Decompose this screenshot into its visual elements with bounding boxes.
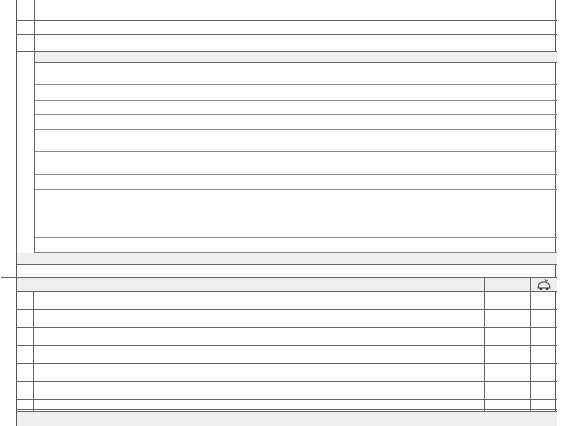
check-result xyxy=(485,292,531,309)
removable-parts xyxy=(35,238,557,253)
row-number xyxy=(17,396,34,411)
row-number xyxy=(17,292,34,309)
row-number xyxy=(17,0,35,20)
check-label xyxy=(34,364,485,381)
check-result xyxy=(485,396,531,411)
row-36 xyxy=(17,0,557,21)
check-label xyxy=(34,310,485,327)
inspection-sheet xyxy=(16,0,556,426)
result-header xyxy=(485,278,531,291)
aori-assist xyxy=(35,175,557,190)
check-row-43 xyxy=(17,346,557,364)
row-number xyxy=(17,364,34,381)
check-label xyxy=(34,396,485,411)
row-number xyxy=(17,35,35,51)
row-37 xyxy=(17,21,557,35)
check-label xyxy=(34,292,485,309)
check-row-41 xyxy=(17,310,557,328)
upper-inspection-note xyxy=(1,265,557,278)
check-result xyxy=(485,346,531,363)
section-title xyxy=(17,278,485,291)
maker-serial-block xyxy=(35,63,557,85)
hooks-block xyxy=(35,152,557,175)
row-number xyxy=(17,310,34,327)
upper-inspection-header xyxy=(17,253,557,265)
exterior-check-header xyxy=(17,412,557,426)
check-label xyxy=(34,346,485,363)
check-row-44 xyxy=(17,364,557,382)
check-row-40 xyxy=(17,292,557,310)
check-label xyxy=(34,328,485,345)
dimensions-block xyxy=(35,130,557,152)
check-result xyxy=(485,364,531,381)
row-number xyxy=(17,346,34,363)
floor-material xyxy=(35,101,557,115)
check-result xyxy=(485,310,531,327)
row-38 xyxy=(17,35,557,52)
row-number xyxy=(17,21,35,34)
row-39-number xyxy=(17,52,35,263)
check-row-42 xyxy=(17,328,557,346)
row-number xyxy=(17,328,34,345)
upper-info-header xyxy=(35,52,557,63)
upper-operation xyxy=(35,85,557,101)
beams xyxy=(35,115,557,130)
power-gate-block xyxy=(35,190,557,238)
driving-check-header xyxy=(17,278,557,292)
check-result xyxy=(485,328,531,345)
car-crash-icon xyxy=(531,279,557,291)
check-row-47 xyxy=(17,396,557,412)
